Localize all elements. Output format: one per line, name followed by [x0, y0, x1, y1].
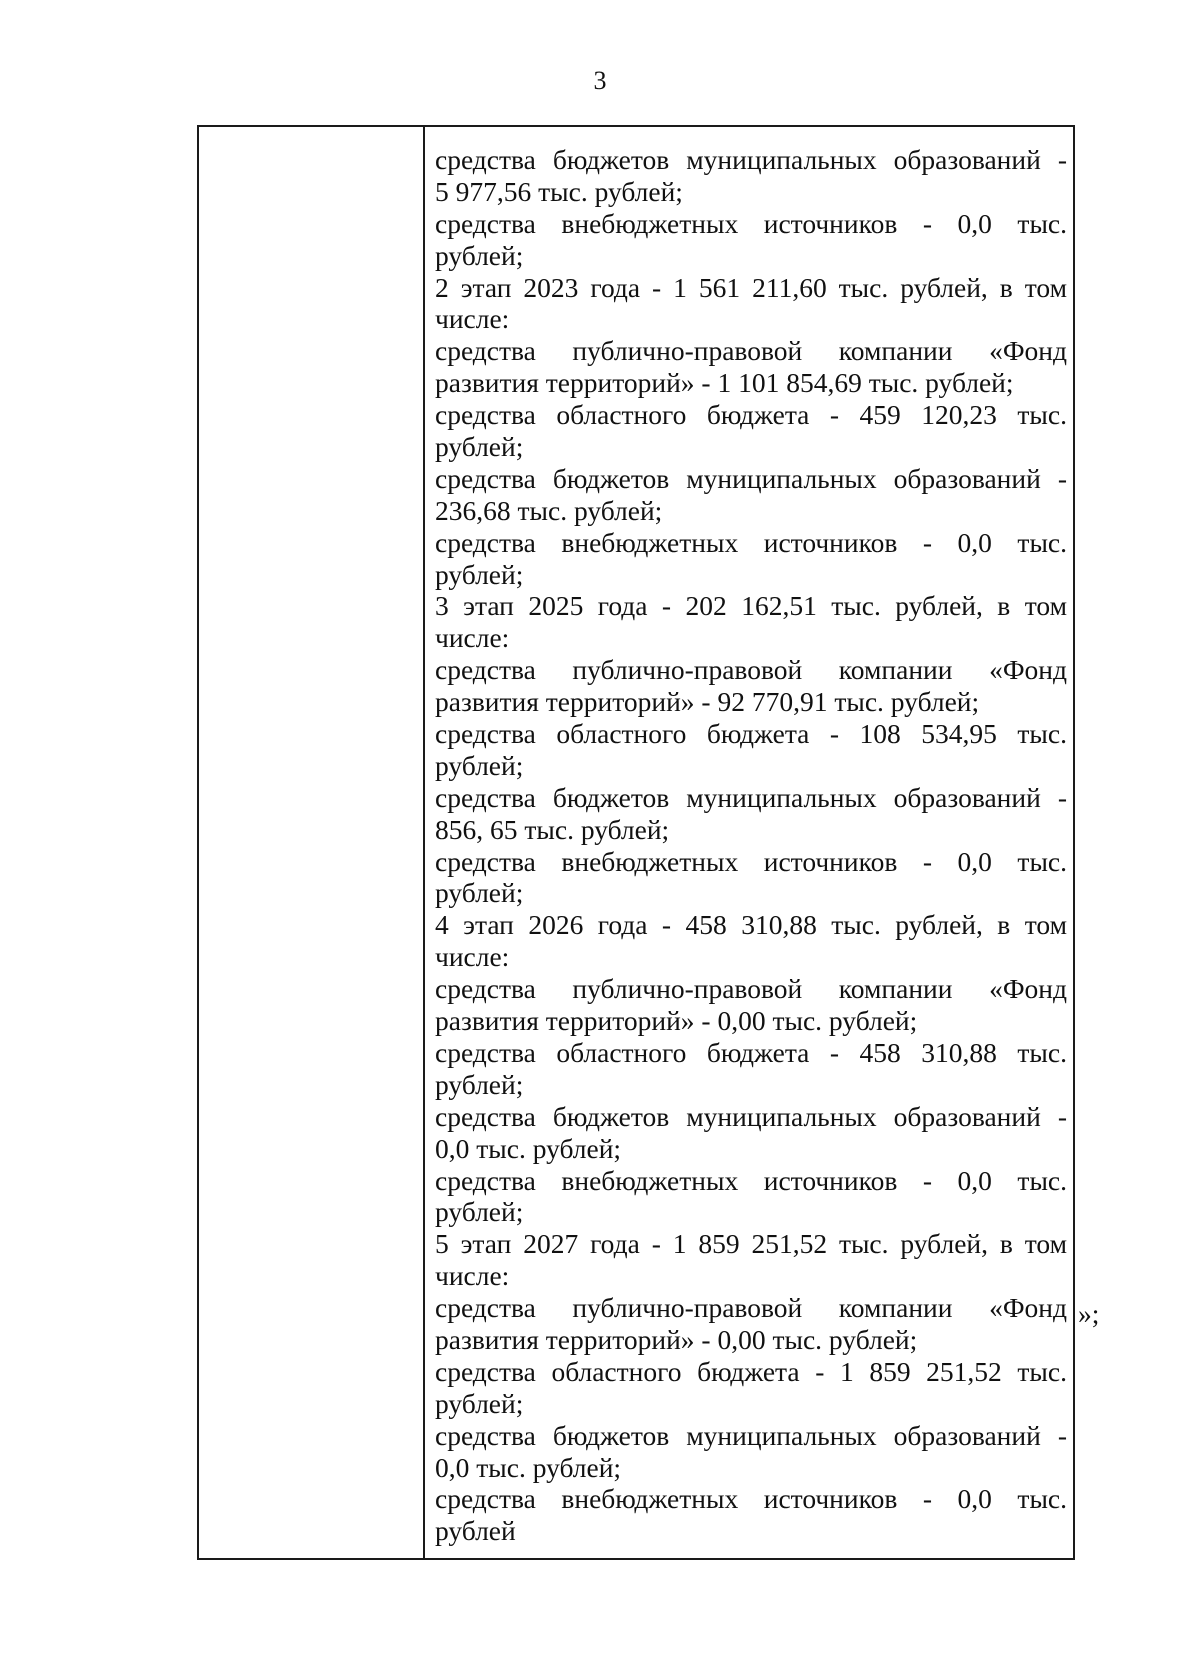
- text-line: рублей;: [435, 431, 524, 463]
- text-line: 4 этап 2026 года - 458 310,88 тыс. рублей, в том: [435, 909, 1067, 941]
- text-line: рублей;: [435, 1387, 524, 1419]
- text-line: числе:: [435, 1260, 510, 1292]
- text-line: 2 этап 2023 года - 1 561 211,60 тыс. рублей, в том: [435, 271, 1067, 303]
- text-line: рублей;: [435, 749, 524, 781]
- text-line: средства бюджетов муниципальных образований -: [435, 1100, 1067, 1132]
- text-line: средства областного бюджета - 1 859 251,52 тыс.: [435, 1355, 1067, 1387]
- text-line: средства публично-правовой компании «Фонд: [435, 335, 1067, 367]
- text-line: 0,0 тыс. рублей;: [435, 1451, 622, 1483]
- text-line: рублей;: [435, 1068, 524, 1100]
- text-line: средства бюджетов муниципальных образований -: [435, 781, 1067, 813]
- text-line: рублей;: [435, 558, 524, 590]
- text-line: рублей;: [435, 877, 524, 909]
- text-line: средства внебюджетных источников - 0,0 тыс.: [435, 207, 1067, 239]
- text-line: средства публично-правовой компании «Фонд: [435, 973, 1067, 1005]
- text-line: 856, 65 тыс. рублей;: [435, 813, 670, 845]
- text-line: 5 этап 2027 года - 1 859 251,52 тыс. рублей, в том: [435, 1228, 1067, 1260]
- text-line: 236,68 тыс. рублей;: [435, 494, 663, 526]
- text-line: 3 этап 2025 года - 202 162,51 тыс. рублей, в том: [435, 590, 1067, 622]
- financing-text-block: [435, 144, 1067, 1547]
- text-line: рублей;: [435, 239, 524, 271]
- text-line: средства внебюджетных источников - 0,0 тыс.: [435, 1164, 1067, 1196]
- text-line: средства областного бюджета - 108 534,95 тыс.: [435, 718, 1067, 750]
- text-line: числе:: [435, 622, 510, 654]
- text-line: средства бюджетов муниципальных образований -: [435, 1419, 1067, 1451]
- text-line: развития территорий» - 0,00 тыс. рублей;: [435, 1323, 918, 1355]
- text-line: 5 977,56 тыс. рублей;: [435, 175, 683, 207]
- text-line: рублей: [435, 1515, 516, 1547]
- text-line: числе:: [435, 303, 510, 335]
- text-line: рублей;: [435, 1196, 524, 1228]
- table-right-cell: [425, 127, 1075, 1558]
- table-left-cell: [199, 127, 425, 1558]
- text-line: средства публично-правовой компании «Фонд: [435, 654, 1067, 686]
- text-line: средства бюджетов муниципальных образований -: [435, 462, 1067, 494]
- text-line: средства внебюджетных источников - 0,0 тыс.: [435, 1483, 1067, 1515]
- text-line: средства внебюджетных источников - 0,0 тыс.: [435, 526, 1067, 558]
- text-line: 0,0 тыс. рублей;: [435, 1132, 622, 1164]
- text-line: средства бюджетов муниципальных образований -: [435, 144, 1067, 175]
- closing-quote-mark: »;: [1078, 1298, 1100, 1329]
- text-line: средства областного бюджета - 459 120,23 тыс.: [435, 399, 1067, 431]
- page-number: 3: [593, 66, 607, 95]
- text-line: развития территорий» - 1 101 854,69 тыс. рублей;: [435, 367, 1014, 399]
- text-line: развития территорий» - 0,00 тыс. рублей;: [435, 1005, 918, 1037]
- text-line: средства публично-правовой компании «Фонд: [435, 1292, 1067, 1324]
- text-line: развития территорий» - 92 770,91 тыс. рублей;: [435, 686, 980, 718]
- text-line: средства областного бюджета - 458 310,88 тыс.: [435, 1036, 1067, 1068]
- text-line: средства внебюджетных источников - 0,0 тыс.: [435, 845, 1067, 877]
- text-line: числе:: [435, 941, 510, 973]
- financing-table: [197, 125, 1075, 1560]
